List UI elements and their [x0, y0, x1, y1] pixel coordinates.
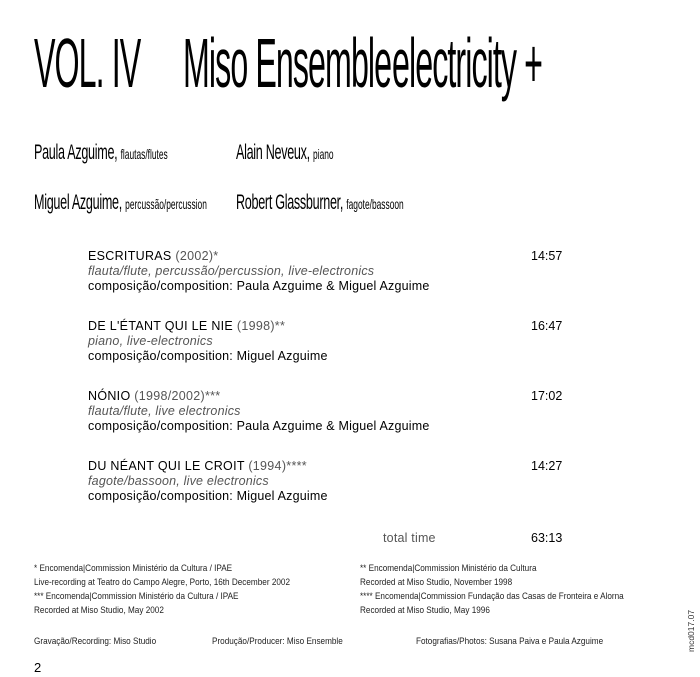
track-title: DU NÉANT QUI LE CROIT (1994)****: [88, 459, 307, 473]
credit-photos: Fotografias/Photos: Susana Paiva e Paula Azguime: [416, 636, 604, 647]
performer-paula: Paula Azguime, flautas/flutes: [34, 141, 168, 164]
credit-recording: Gravação/Recording: Miso Studio: [34, 636, 157, 647]
volume-title: VOL. IV: [34, 24, 141, 102]
track-time: 17:02: [531, 389, 563, 403]
note-1: * Encomenda|Commission Ministério da Cultura / IPAE Live-recording at Teatro do Campo Alegre, Porto, 16th December 2002: [34, 563, 290, 588]
note-3: *** Encomenda|Commission Ministério da Cultura / IPAE Recorded at Miso Studio, May 2002: [34, 591, 239, 616]
track-instruments: fagote/bassoon, live electronics: [88, 474, 269, 488]
total-time-label: total time: [383, 531, 436, 545]
total-time-value: 63:13: [531, 531, 563, 545]
performer-miguel: Miguel Azguime, percussão/percussion: [34, 191, 207, 214]
credit-producer: Produção/Producer: Miso Ensemble: [212, 636, 343, 647]
performer-alain: Alain Neveux, piano: [236, 141, 334, 164]
page-number: 2: [34, 660, 42, 675]
performer-robert: Robert Glassburner, fagote/bassoon: [236, 191, 404, 214]
note-2: ** Encomenda|Commission Ministério da Cultura Recorded at Miso Studio, November 1998: [360, 563, 537, 588]
catalog-number: mcd017.07: [686, 609, 696, 652]
track-time: 14:27: [531, 459, 563, 473]
track-time: 16:47: [531, 319, 563, 333]
track-instruments: flauta/flute, live electronics: [88, 404, 241, 418]
note-4: **** Encomenda|Commission Fundação das Casas de Fronteira e Alorna Recorded at Miso Studio, May 1996: [360, 591, 624, 616]
track-title: DE L'ÉTANT QUI LE NIE (1998)**: [88, 319, 286, 333]
track-title: ESCRITURAS (2002)*: [88, 249, 219, 263]
track-composition: composição/composition: Paula Azguime & Miguel Azguime: [88, 279, 430, 293]
track-title: NÓNIO (1998/2002)***: [88, 389, 221, 403]
ensemble-title: Miso Ensemble: [183, 24, 392, 102]
track-time: 14:57: [531, 249, 563, 263]
track-composition: composição/composition: Paula Azguime & Miguel Azguime: [88, 419, 430, 433]
track-composition: composição/composition: Miguel Azguime: [88, 489, 328, 503]
track-instruments: piano, live-electronics: [88, 334, 213, 348]
track-instruments: flauta/flute, percussão/percussion, live-electronics: [88, 264, 375, 278]
album-subtitle: electricity +: [392, 24, 542, 102]
track-composition: composição/composition: Miguel Azguime: [88, 349, 328, 363]
